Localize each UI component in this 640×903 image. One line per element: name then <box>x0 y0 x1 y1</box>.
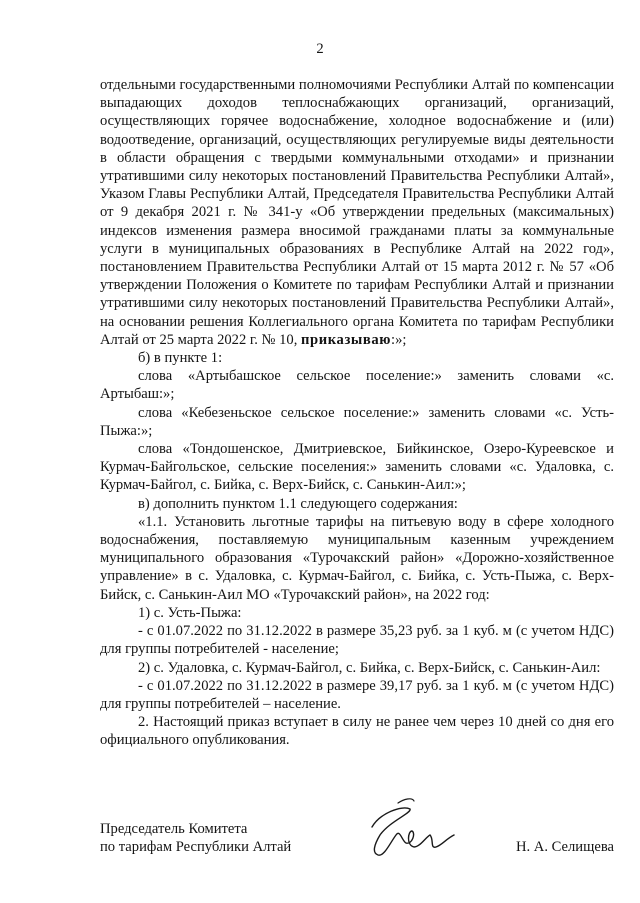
paragraph-tariff-1: - с 01.07.2022 по 31.12.2022 в размере 35,23 руб. за 1 куб. м (с учетом НДС) для группы потребителей - население; <box>100 623 614 658</box>
document-body <box>100 76 614 750</box>
paragraph-tariff-2: - с 01.07.2022 по 31.12.2022 в размере 39,17 руб. за 1 куб. м (с учетом НДС) для группы потребителей – население. <box>100 677 614 712</box>
paragraph-ust-pyzha: 1) с. Усть-Пыжа: <box>138 604 242 621</box>
emphasis-order-word: приказываю <box>301 331 392 348</box>
paragraph-item-v: в) дополнить пунктом 1.1 следующего содержания: <box>138 495 458 512</box>
paragraph-replace-kebezen: слова «Кебезеньское сельское поселение:» заменить словами «с. Усть-Пыжа:»; <box>100 404 614 439</box>
paragraph-effective-date: 2. Настоящий приказ вступает в силу не ранее чем через 10 дней со дня его официального опубликования. <box>100 714 614 749</box>
signatory-title: Председатель Комитета по тарифам Республики Алтай <box>100 821 292 856</box>
paragraph-villages-2: 2) с. Удаловка, с. Курмач-Байгол, с. Бийка, с. Верх-Бийск, с. Санькин-Аил: <box>138 659 601 676</box>
paragraph-clause-1-1: «1.1. Установить льготные тарифы на питьевую воду в сфере холодного водоснабжения, поставляемую муниципальным казенным учреждением муниципального образования «Турочакский район» «Дорожно-хозяйственное управление» в с. Удаловка, с. Курмач-Байгол, с. Бийка, с. Усть-Пыжа, с. Верх-Бийск, с. Санькин-Аил МО «Турочакский район», на 2022 год: <box>100 513 614 603</box>
signature-block <box>100 820 614 860</box>
paragraph-item-b: б) в пункте 1: <box>138 350 223 367</box>
paragraph-replace-tondoshen: слова «Тондошенское, Дмитриевское, Бийкинское, Озеро-Куреевское и Курмач-Байгольское, сельские поселения:» заменить словами «с. Удаловка, с. Курмач-Байгол, с. Бийка, с. Верх-Бийск, с. Санькин-Аил:»; <box>100 441 614 494</box>
page-number: 2 <box>316 41 324 57</box>
paragraph-legal-basis: отдельными государственными полномочиями Республики Алтай по компенсации выпадающих доходов теплоснабжающих организаций, организаций, осуществляющих горячее водоснабжение, холодное водоснабжение и (или) водоотведение, организаций, осуществляющих регулируемые виды деятельности в области обращения с твердыми коммунальными отходами» и признании утратившими силу некоторых постановлений Правительства Республики Алтай», Указом Главы Республики Алтай, Председателя Правительства Республики Алтай от 9 декабря 2021 г. № 341-у «Об утверждении предельных (максимальных) индексов изменения размера вносимой гражданами платы за коммунальные услуги в муниципальных образованиях в Республике Алтай на 2022 год», постановлением Правительства Республики Алтай от 15 марта 2012 г. № 57 «Об утверждении Положения о Комитете по тарифам Республики Алтай и признании утратившими силу некоторых постановлений Правительства Республики Алтай», на основании решения Коллегиального органа Комитета по тарифам Республики Алтай от 25 марта 2022 г. № 10, приказываю:»; <box>100 77 614 348</box>
signatory-name: Н. А. Селищева <box>515 839 614 855</box>
paragraph-replace-artybash: слова «Артыбашское сельское поселение:» заменить словами «с. Артыбаш:»; <box>100 368 614 403</box>
